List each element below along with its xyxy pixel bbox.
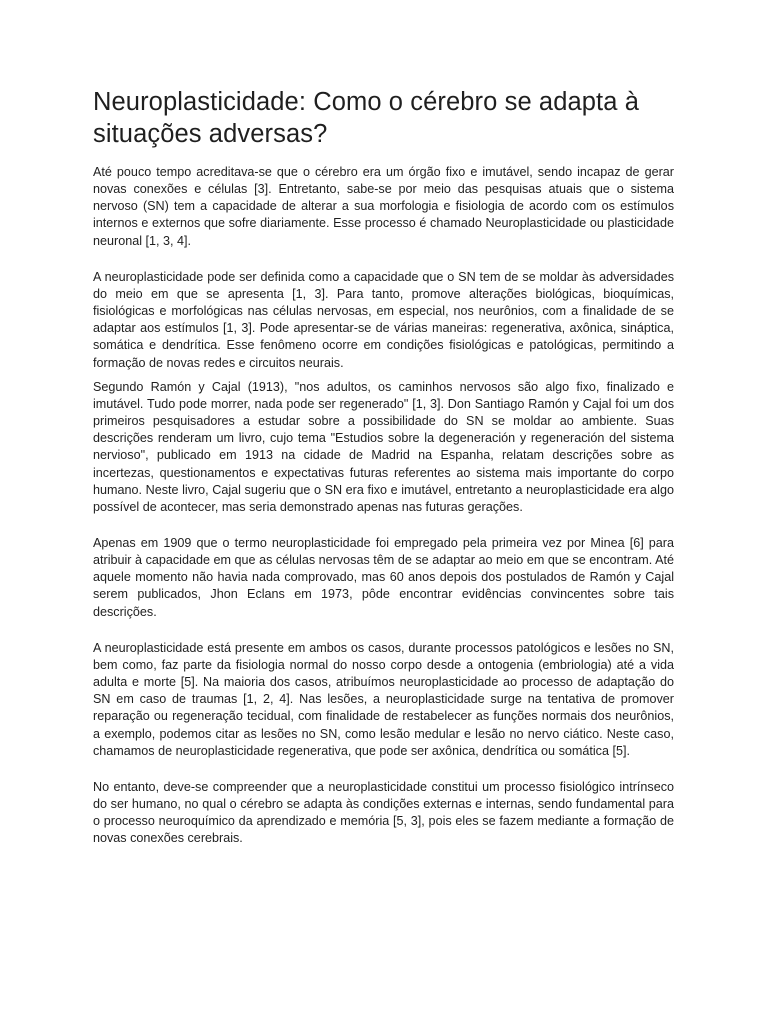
paragraph-1: Até pouco tempo acreditava-se que o cérebro era um órgão fixo e imutável, sendo incapaz de gerar novas conexões e células [3]. Entretanto, sabe-se por meio das pesquisas atuais que o sistema nervoso (SN) tem a capacidade de alterar a sua morfologia e fisiologia de acordo com os estímulos internos e externos que sofre diariamente. Esse processo é chamado Neuroplasticidade ou plasticidade neuronal [1, 3, 4]. [93,165,674,248]
paragraph-3: Segundo Ramón y Cajal (1913), "nos adultos, os caminhos nervosos são algo fixo, finalizado e imutável. Tudo pode morrer, nada pode ser regenerado" [1, 3]. Don Santiago Ramón y Cajal foi um dos primeiros pesquisadores a estudar sobre a possibilidade do SN se moldar ao ambiente. Suas descrições renderam um livro, cujo tema "Estudios sobre la degeneración y regeneración del sistema nervioso", publicado em 1913 na cidade de Madrid na Espanha, relatam descrições sobre as incertezas, questionamentos e expectativas futuras referentes ao sistema mais importante do corpo humano. Neste livro, Cajal sugeriu que o SN era fixo e imutável, entretanto a neuroplasticidade era algo possível de acontecer, mas seria demonstrado apenas nas futuras gerações. [93,379,674,514]
page-title: Neuroplasticidade: Como o cérebro se adapta à situações adversas? [93,88,639,148]
paragraph-4: Apenas em 1909 que o termo neuroplasticidade foi empregado pela primeira vez por Minea [6] para atribuir à capacidade em que as células nervosas têm de se adaptar ao meio em que se encontram. Até aquele momento não havia nada comprovado, mas 60 anos depois dos postulados de Ramón y Cajal serem publicados, Jhon Eclans em 1973, pôde encontrar evidências convincentes sobre tais descrições. [93,535,674,619]
paragraph-6: No entanto, deve-se compreender que a neuroplasticidade constitui um processo fisiológico intrínseco do ser humano, no qual o cérebro se adapta às condições externas e internas, sendo fundamental para o processo neuroquímico da aprendizado e memória [5, 3], pois eles se fazem mediante a formação de novas conexões cerebrais. [93,779,674,846]
paragraph-2: A neuroplasticidade pode ser definida como a capacidade que o SN tem de se moldar às adversidades do meio em que se apresenta [1, 3]. Para tanto, promove alterações biológicas, bioquímicas, fisiológicas e morfológicas nas células nervosas, em especial, nos neurônios, com a finalidade de se adaptar aos estímulos [1, 3]. Pode apresentar-se de várias maneiras: regenerativa, axônica, sináptica, somática e dendrítica. Esse fenômeno ocorre em condições fisiológicas e patológicas, permitindo a formação de novas redes e circuitos neurais. [93,269,674,370]
document-page [93,86,674,847]
paragraph-5: A neuroplasticidade está presente em ambos os casos, durante processos patológicos e lesões no SN, bem como, faz parte da fisiologia normal do nosso corpo desde a ontogenia (embriologia) até a vida adulta e morte [5]. Na maioria dos casos, atribuímos neuroplasticidade ao processo de adaptação do SN em caso de traumas [1, 2, 4]. Nas lesões, a neuroplasticidade surge na tentativa de promover reparação ou regeneração tecidual, com finalidade de restabelecer as funções normais dos neurônios, a exemplo, podemos citar as lesões no SN, como lesão medular e lesão no nervo ciático. Neste caso, chamamos de neuroplasticidade regenerativa, que pode ser axônica, dendrítica ou somática [5]. [93,640,674,758]
